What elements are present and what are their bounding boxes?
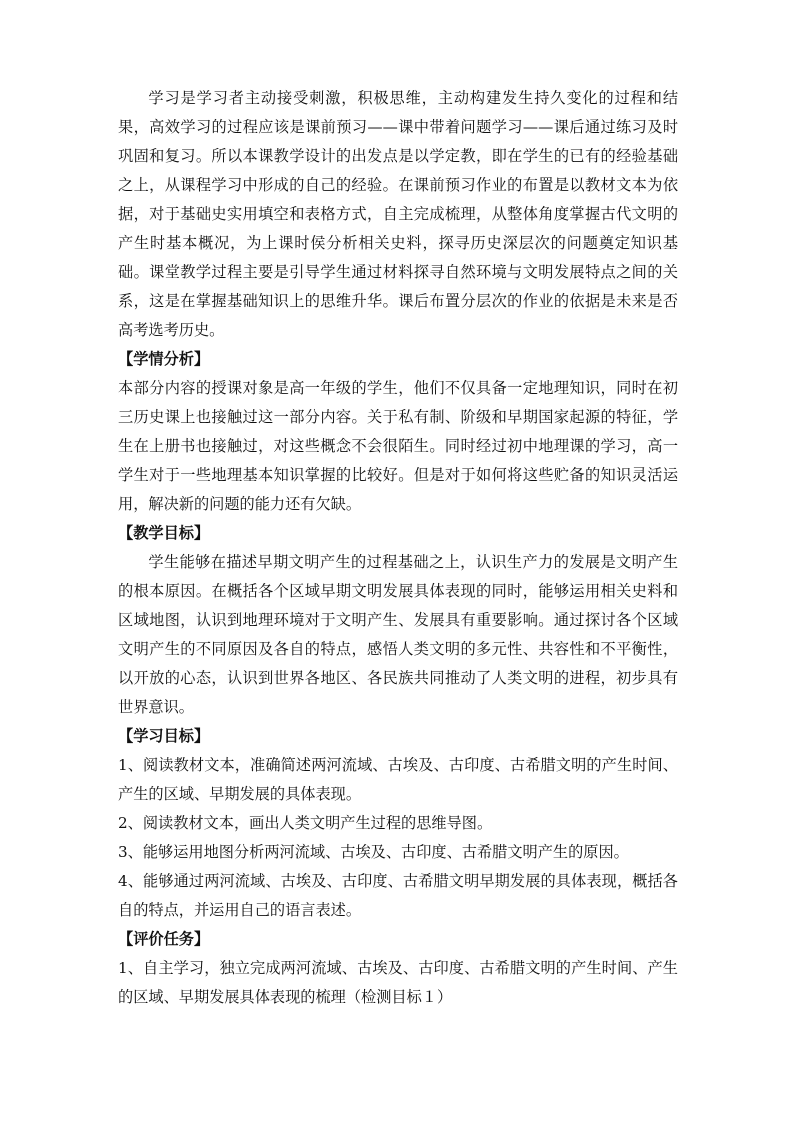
learning-goal-item: 4、能够通过两河流域、古埃及、古印度、古希腊文明早期发展的具体表现，概括各自的特点，并运用自己的语言表述。 — [118, 872, 678, 919]
evaluation-heading: 【评价任务】 — [118, 930, 210, 948]
learning-goal-item: 3、能够运用地图分析两河流域、古埃及、古印度、古希腊文明产生的原因。 — [118, 843, 629, 861]
evaluation-item: 1、自主学习，独立完成两河流域、古埃及、古印度、古希腊文明的产生时间、产生的区域、早期发展具体表现的梳理（检测目标１） — [118, 959, 678, 1006]
document-body — [118, 84, 678, 1012]
learning-goal-item: 2、阅读教材文本，画出人类文明产生过程的思维导图。 — [118, 814, 493, 832]
teaching-goals-paragraph: 学生能够在描述早期文明产生的过程基础之上，认识生产力的发展是文明产生的根本原因。在概括各个区域早期文明发展具体表现的同时，能够运用相关史料和区域地图，认识到地理环境对于文明产生、发展具有重要影响。通过探讨各个区域文明产生的不同原因及各自的特点，感悟人类文明的多元性、共容性和不平衡性，以开放的心态，认识到世界各地区、各民族共同推动了人类文明的进程，初步具有世界意识。 — [118, 553, 678, 716]
teaching-goals-heading: 【教学目标】 — [118, 524, 210, 542]
analysis-paragraph: 本部分内容的授课对象是高一年级的学生，他们不仅具备一定地理知识，同时在初三历史课上也接触过这一部分内容。关于私有制、阶级和早期国家起源的特征，学生在上册书也接触过，对这些概念不会很陌生。同时经过初中地理课的学习，高一学生对于一些地理基本知识掌握的比较好。但是对于如何将这些贮备的知识灵活运用，解决新的问题的能力还有欠缺。 — [118, 379, 678, 513]
analysis-heading: 【学情分析】 — [118, 350, 210, 368]
learning-goal-item: 1、阅读教材文本，准确简述两河流域、古埃及、古印度、古希腊文明的产生时间、产生的区域、早期发展的具体表现。 — [118, 756, 678, 803]
learning-goals-heading: 【学习目标】 — [118, 727, 210, 745]
intro-paragraph: 学习是学习者主动接受刺激，积极思维，主动构建发生持久变化的过程和结果，高效学习的过程应该是课前预习——课中带着问题学习——课后通过练习及时巩固和复习。所以本课教学设计的出发点是以学定教，即在学生的已有的经验基础之上，从课程学习中形成的自己的经验。在课前预习作业的布置是以教材文本为依据，对于基础史实用填空和表格方式，自主完成梳理，从整体角度掌握古代文明的产生时基本概况，为上课时侯分析相关史料，探寻历史深层次的问题奠定知识基础。课堂教学过程主要是引导学生通过材料探寻自然环境与文明发展特点之间的关系，这是在掌握基础知识上的思维升华。课后布置分层次的作业的依据是未来是否高考选考历史。 — [118, 89, 678, 339]
